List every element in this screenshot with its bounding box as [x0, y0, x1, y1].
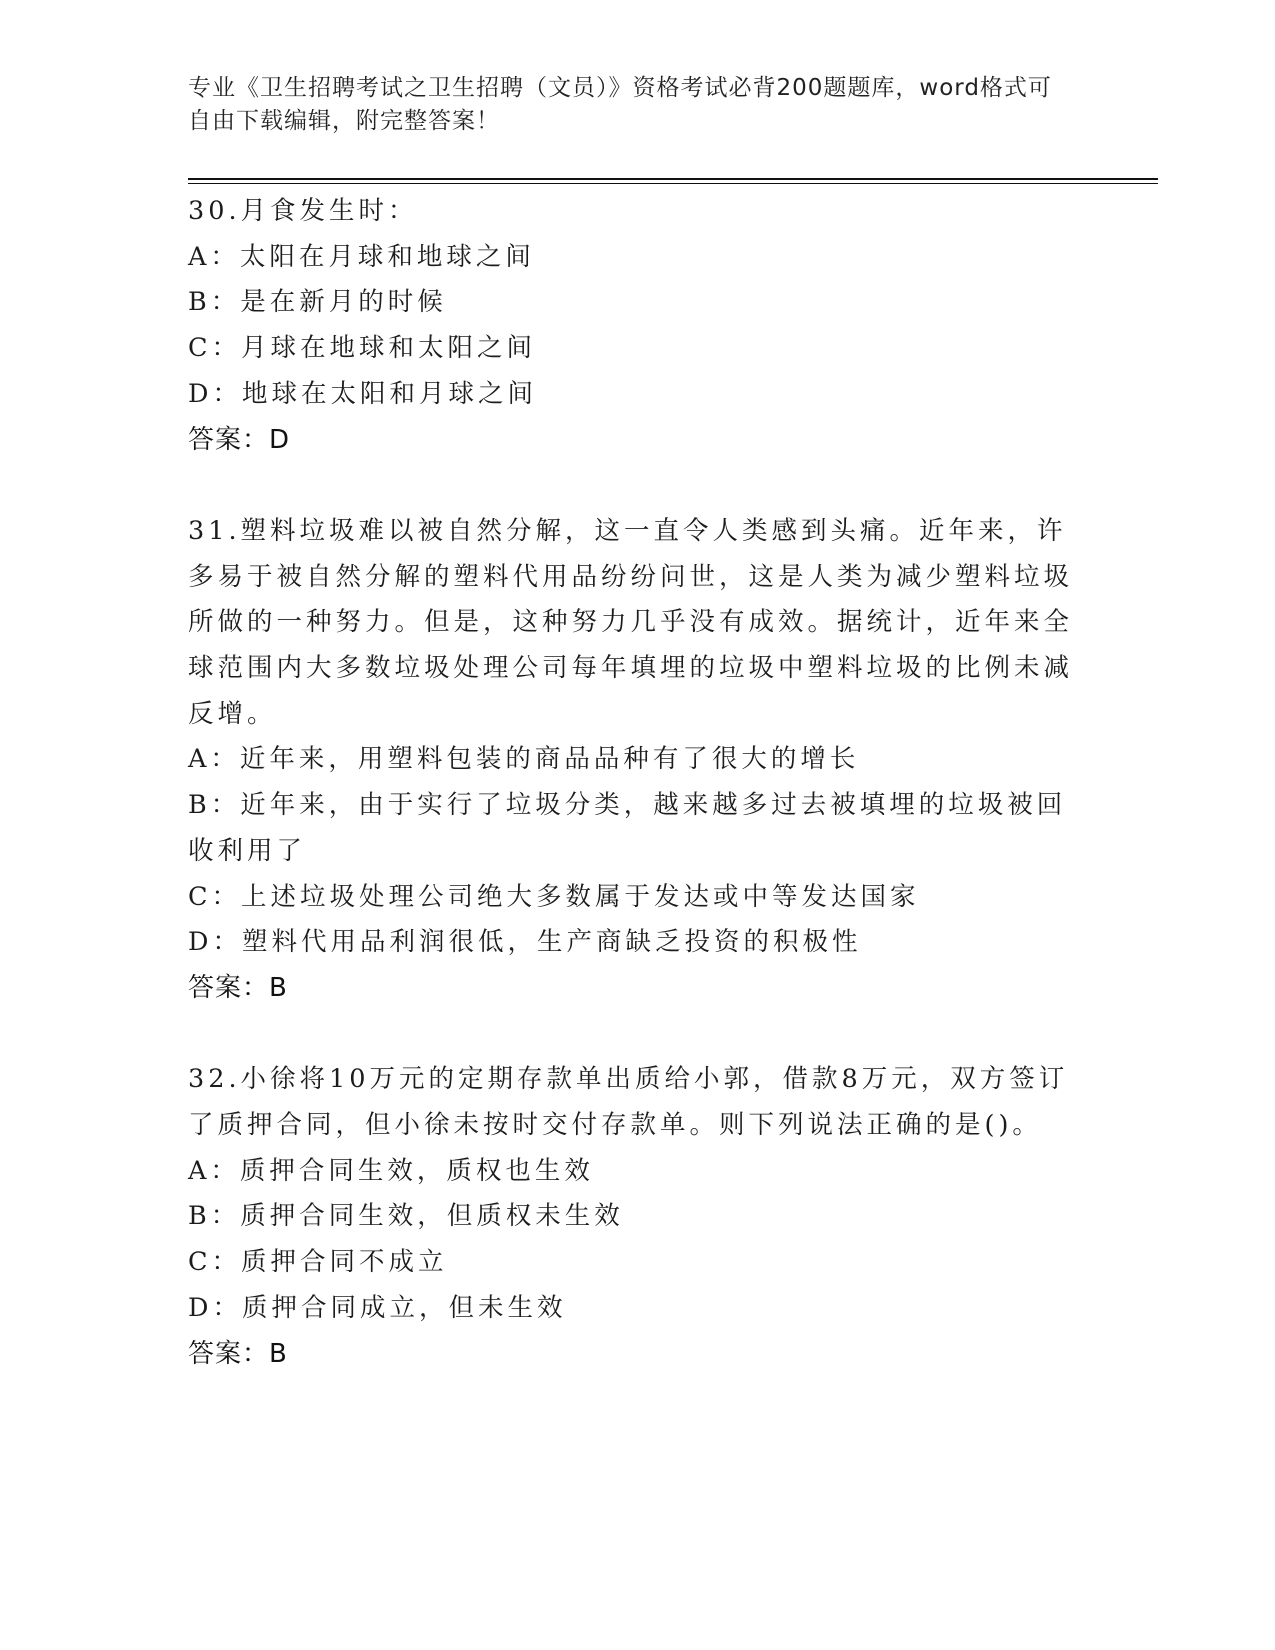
option-a: A：近年来，用塑料包装的商品品种有了很大的增长	[188, 744, 860, 775]
answer: 答案：B	[188, 1338, 288, 1369]
option-c: C：上述垃圾处理公司绝大多数属于发达或中等发达国家	[188, 881, 920, 912]
answer: 答案：B	[188, 972, 288, 1003]
document-header: 专业《卫生招聘考试之卫生招聘（文员）》资格考试必背200题题库，word格式可自由下载编辑，附完整答案！	[188, 75, 1052, 134]
answer: 答案：D	[188, 424, 291, 455]
option-a: A：太阳在月球和地球之间	[188, 241, 535, 272]
question-text: 30.月食发生时：	[188, 196, 418, 226]
question-list	[188, 189, 1088, 1377]
question-32	[188, 1057, 1088, 1377]
header-divider-thick	[188, 178, 1158, 180]
option-b: B：近年来，由于实行了垃圾分类，越来越多过去被填埋的垃圾被回收利用了	[188, 790, 1067, 866]
question-text: 32.小徐将10万元的定期存款单出质给小郭，借款8万元，双方签订了质押合同，但小徐未按时交付存款单。则下列说法正确的是()。	[188, 1064, 1069, 1141]
option-b: B：质押合同生效，但质权未生效	[188, 1201, 624, 1232]
option-d: D：地球在太阳和月球之间	[188, 378, 537, 409]
option-c: C：月球在地球和太阳之间	[188, 333, 537, 364]
question-30	[188, 189, 1088, 463]
option-b: B：是在新月的时候	[188, 287, 447, 318]
spacer	[188, 1012, 1088, 1058]
option-d: D：质押合同成立，但未生效	[188, 1292, 567, 1323]
question-31	[188, 509, 1088, 1012]
option-c: C：质押合同不成立	[188, 1247, 448, 1278]
spacer	[188, 463, 1088, 509]
header-divider-thin	[188, 183, 1158, 184]
option-a: A：质押合同生效，质权也生效	[188, 1155, 594, 1186]
option-d: D：塑料代用品利润很低，生产商缺乏投资的积极性	[188, 927, 862, 958]
question-text: 31.塑料垃圾难以被自然分解，这一直令人类感到头痛。近年来，许多易于被自然分解的塑料代用品纷纷问世，这是人类为减少塑料垃圾所做的一种努力。但是，这种努力几乎没有成效。据统计，近年来全球范围内大多数垃圾处理公司每年填埋的垃圾中塑料垃圾的比例未减反增。	[188, 515, 1074, 729]
